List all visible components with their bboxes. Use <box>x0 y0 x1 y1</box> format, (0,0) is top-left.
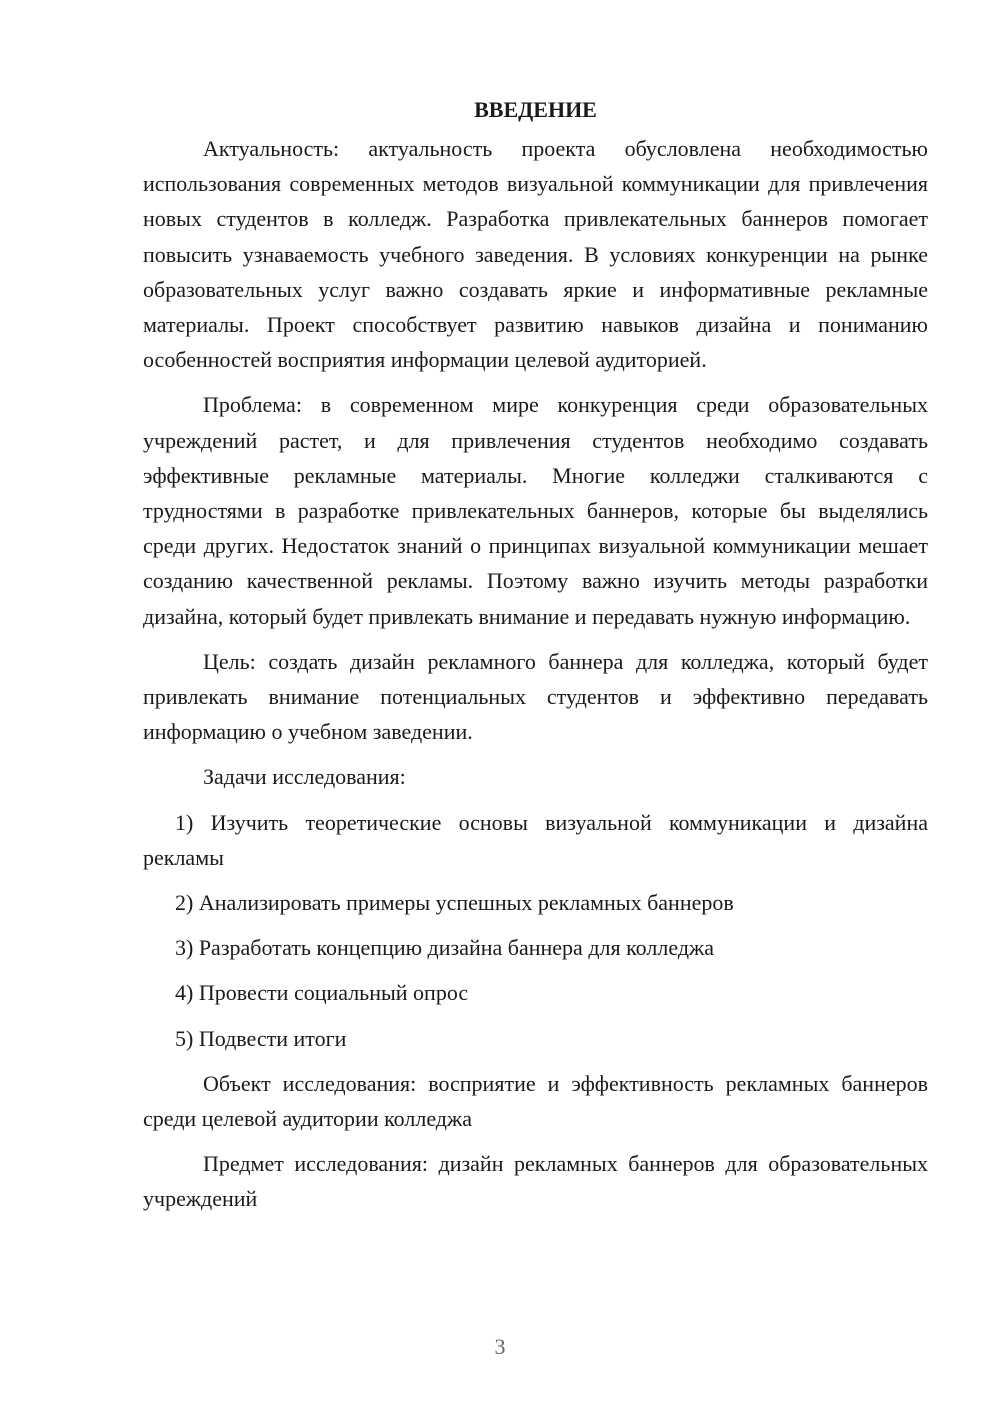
list-item: 3) Разработать концепцию дизайна баннера для колледжа <box>175 935 714 961</box>
tasks-heading: Задачи исследования: <box>203 764 406 790</box>
page-number: 3 <box>494 1334 506 1359</box>
list-item: 4) Провести социальный опрос <box>175 980 469 1006</box>
list-item: 2) Анализировать примеры успешных рекламных баннеров <box>175 890 734 916</box>
object-paragraph: Объект исследования: восприятие и эффективность рекламных баннеров среди целевой аудитории колледжа <box>143 1070 928 1132</box>
document-page <box>143 92 928 1227</box>
relevance-paragraph: Актуальность: актуальность проекта обусловлена необходимостью использования современных методов визуальной коммуникации для привлечения новых студентов в колледж. Разработка привлекательных баннеров помогает повысить узнаваемость учебного заведения. В условиях конкуренции на рынке образовательных услуг важно создавать яркие и информативные рекламные материалы. Проект способствует развитию навыков дизайна и пониманию особенностей восприятия информации целевой аудиторией. <box>143 136 928 373</box>
list-item: 5) Подвести итоги <box>175 1025 347 1051</box>
goal-paragraph: Цель: создать дизайн рекламного баннера для колледжа, который будет привлекать внимание потенциальных студентов и эффективно передавать информацию о учебном заведении. <box>143 648 928 745</box>
problem-paragraph: Проблема: в современном мире конкуренция среди образовательных учреждений растет, и для привлечения студентов необходимо создавать эффективные рекламные материалы. Многие колледжи сталкиваются с трудностями в разработке привлекательных баннеров, которые бы выделялись среди других. Недостаток знаний о принципах визуальной коммуникации мешает созданию качественной рекламы. Поэтому важно изучить методы разработки дизайна, который будет привлекать внимание и передавать нужную информацию. <box>143 392 928 629</box>
page-title: ВВЕДЕНИЕ <box>474 97 597 122</box>
list-item: 1) Изучить теоретические основы визуальной коммуникации и дизайна рекламы <box>143 809 928 870</box>
subject-paragraph: Предмет исследования: дизайн рекламных баннеров для образовательных учреждений <box>143 1151 928 1212</box>
tasks-list <box>143 805 928 1056</box>
